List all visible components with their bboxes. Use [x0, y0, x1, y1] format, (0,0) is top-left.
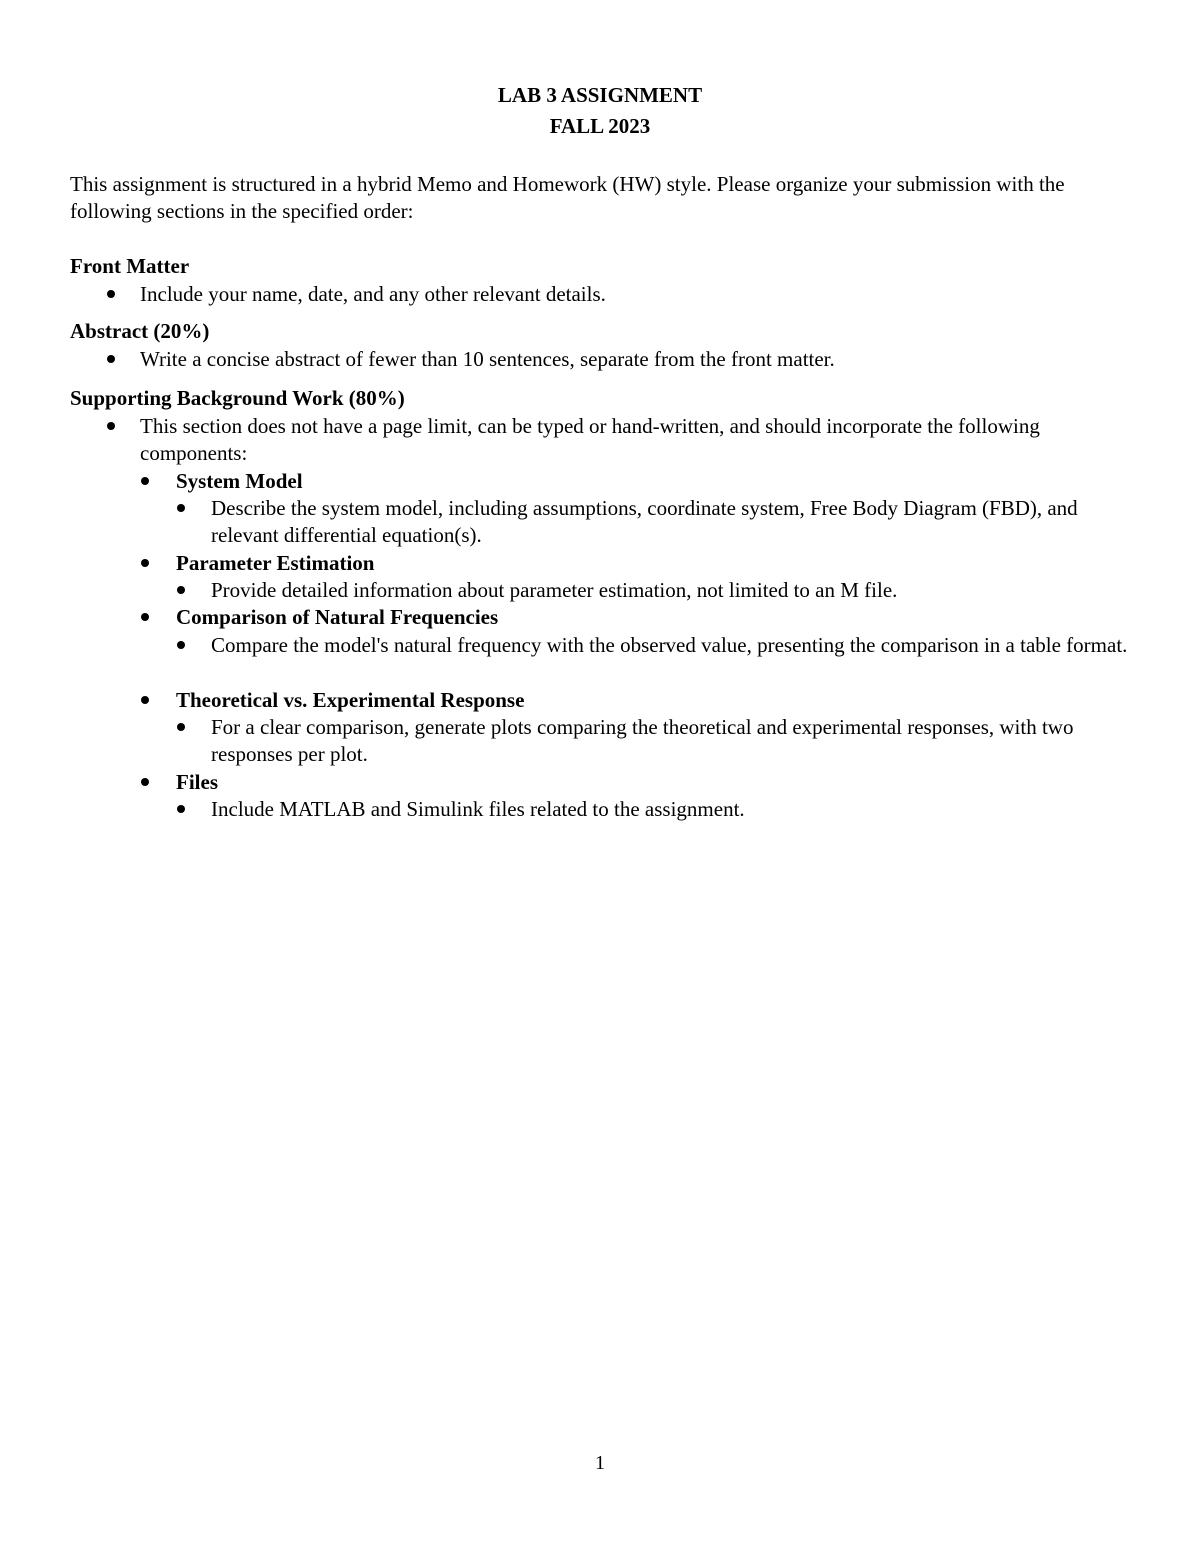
- bullet-icon: [177, 504, 185, 512]
- component-name: Comparison of Natural Frequencies: [176, 605, 499, 629]
- section-heading-supporting-work: Supporting Background Work (80%): [70, 386, 405, 410]
- bullet-icon: [141, 613, 149, 621]
- list-item: [140, 281, 1130, 308]
- page-number: 1: [595, 1452, 605, 1474]
- component-name: Parameter Estimation: [176, 551, 375, 575]
- list-item-text: Include your name, date, and any other relevant details.: [140, 282, 606, 306]
- component-heading: [176, 604, 1126, 631]
- component-name: Theoretical vs. Experimental Response: [176, 688, 525, 712]
- bullet-icon: [141, 696, 149, 704]
- bullet-icon: [177, 586, 185, 594]
- component-detail: [211, 495, 1131, 549]
- component-detail: [211, 796, 1131, 823]
- component-heading: [176, 468, 1126, 495]
- component-detail-text: Compare the model's natural frequency with the observed value, presenting the comparison in a table format.: [211, 633, 1128, 657]
- intro-paragraph: This assignment is structured in a hybrid Memo and Homework (HW) style. Please organize your submission with the following sections in the specified order:: [70, 172, 1065, 223]
- bullet-icon: [141, 559, 149, 567]
- document-subtitle: FALL 2023: [549, 114, 651, 138]
- list-item-text: This section does not have a page limit, can be typed or hand-written, and should incorporate the following components:: [140, 414, 1040, 465]
- bullet-icon: [107, 422, 115, 430]
- component-heading: [176, 769, 1126, 796]
- bullet-icon: [107, 355, 115, 363]
- document-title: LAB 3 ASSIGNMENT: [497, 83, 703, 107]
- component-detail-text: Describe the system model, including assumptions, coordinate system, Free Body Diagram (FBD), and relevant differential equation(s).: [211, 496, 1078, 547]
- bullet-icon: [107, 290, 115, 298]
- list-item: [140, 346, 1130, 373]
- section-heading-abstract: Abstract (20%): [70, 319, 210, 343]
- bullet-icon: [177, 641, 185, 649]
- component-detail: [211, 577, 1131, 604]
- bullet-icon: [177, 805, 185, 813]
- component-name: System Model: [176, 469, 303, 493]
- component-detail: [211, 714, 1131, 768]
- component-detail-text: For a clear comparison, generate plots comparing the theoretical and experimental responses, with two responses per plot.: [211, 715, 1074, 766]
- section-heading-front-matter: Front Matter: [70, 254, 190, 278]
- component-detail-text: Provide detailed information about parameter estimation, not limited to an M file.: [211, 578, 898, 602]
- bullet-icon: [141, 477, 149, 485]
- bullet-icon: [177, 723, 185, 731]
- component-heading: [176, 687, 1126, 714]
- list-item-text: Write a concise abstract of fewer than 10 sentences, separate from the front matter.: [140, 347, 835, 371]
- component-detail: [211, 632, 1131, 659]
- component-heading: [176, 550, 1126, 577]
- component-detail-text: Include MATLAB and Simulink files related to the assignment.: [211, 797, 745, 821]
- component-name: Files: [176, 770, 218, 794]
- list-item: [140, 413, 1130, 467]
- bullet-icon: [141, 778, 149, 786]
